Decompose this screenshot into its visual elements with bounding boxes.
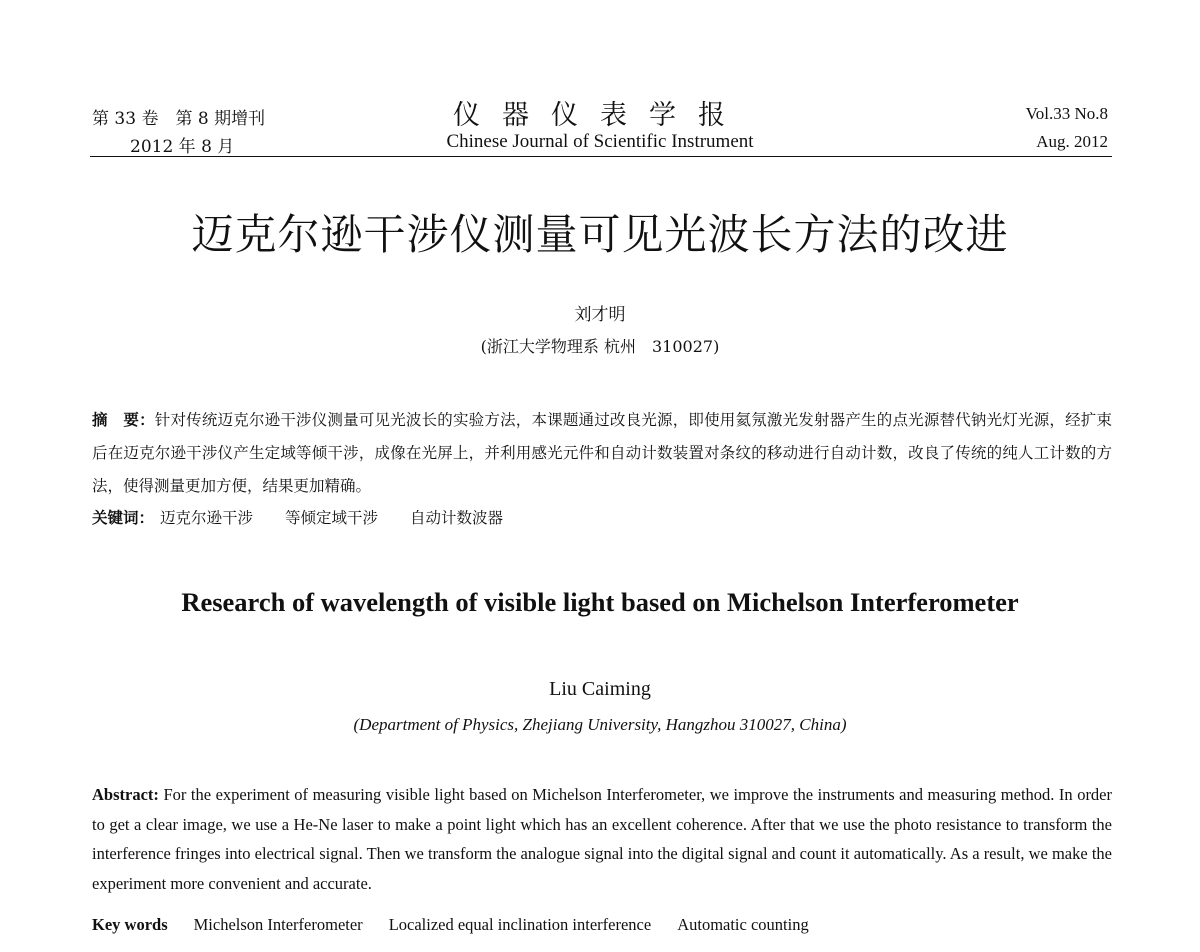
journal-title-zh: 仪器仪表学报 bbox=[453, 100, 747, 131]
keyword-zh: 等倾定域干涉 bbox=[285, 509, 379, 527]
date-zh: 2012 年 8 月 bbox=[130, 137, 235, 157]
paper-title-zh: 迈克尔逊干涉仪测量可见光波长方法的改进 bbox=[191, 210, 1009, 259]
abstract-en bbox=[92, 780, 1112, 898]
volume-issue-zh: 第 33 卷 第 8 期增刊 bbox=[92, 109, 266, 129]
journal-title-en: Chinese Journal of Scientific Instrument bbox=[446, 131, 754, 152]
keyword-en: Michelson Interferometer bbox=[193, 915, 363, 934]
keywords-zh bbox=[92, 506, 529, 528]
keyword-en: Automatic counting bbox=[677, 915, 809, 934]
volume-issue-en: Vol.33 No.8 bbox=[1025, 104, 1108, 123]
keywords-en bbox=[92, 915, 835, 935]
keyword-en: Localized equal inclination interference bbox=[388, 915, 652, 934]
author-en: Liu Caiming bbox=[549, 678, 651, 700]
abstract-label-zh: 摘 要： bbox=[92, 411, 155, 429]
keyword-zh: 迈克尔逊干涉 bbox=[160, 509, 254, 527]
keywords-label-zh: 关键词： bbox=[92, 509, 155, 527]
header-rule bbox=[90, 156, 1112, 157]
keywords-label-en: Key words bbox=[92, 915, 168, 934]
abstract-zh bbox=[92, 404, 1112, 503]
paper-title-en: Research of wavelength of visible light based on Michelson Interferometer bbox=[181, 587, 1019, 617]
abstract-label-en: Abstract: bbox=[92, 785, 159, 804]
abstract-text-zh: 针对传统迈克尔逊干涉仪测量可见光波长的实验方法，本课题通过改良光源，即使用氦氖激光发射器产生的点光源替代钠光灯光源，经扩束后在迈克尔逊干涉仪产生定域等倾干涉，成像在光屏上，并利用感光元件和自动计数装置对条纹的移动进行自动计数，改良了传统的纯人工计数的方法，使得测量更加方便，结果更加精确。 bbox=[92, 411, 1112, 495]
author-zh: 刘才明 bbox=[574, 305, 626, 325]
abstract-text-en: For the experiment of measuring visible light based on Michelson Interferometer, we improve the instruments and measuring method. In order to get a clear image, we use a He-Ne laser to make a point light which has an excellent coherence. After that we use the photo resistance to transform the interference fringes into electrical signal. Then we transform the analogue signal into the digital signal and count it automatically. As a result, we make the experiment more convenient and accurate. bbox=[92, 785, 1113, 893]
affiliation-zh: (浙江大学物理系 杭州 310027) bbox=[480, 337, 720, 356]
keyword-zh: 自动计数波器 bbox=[410, 509, 504, 527]
date-en: Aug. 2012 bbox=[1036, 132, 1108, 151]
affiliation-en: (Department of Physics, Zhejiang University, Hangzhou 310027, China) bbox=[353, 715, 847, 734]
